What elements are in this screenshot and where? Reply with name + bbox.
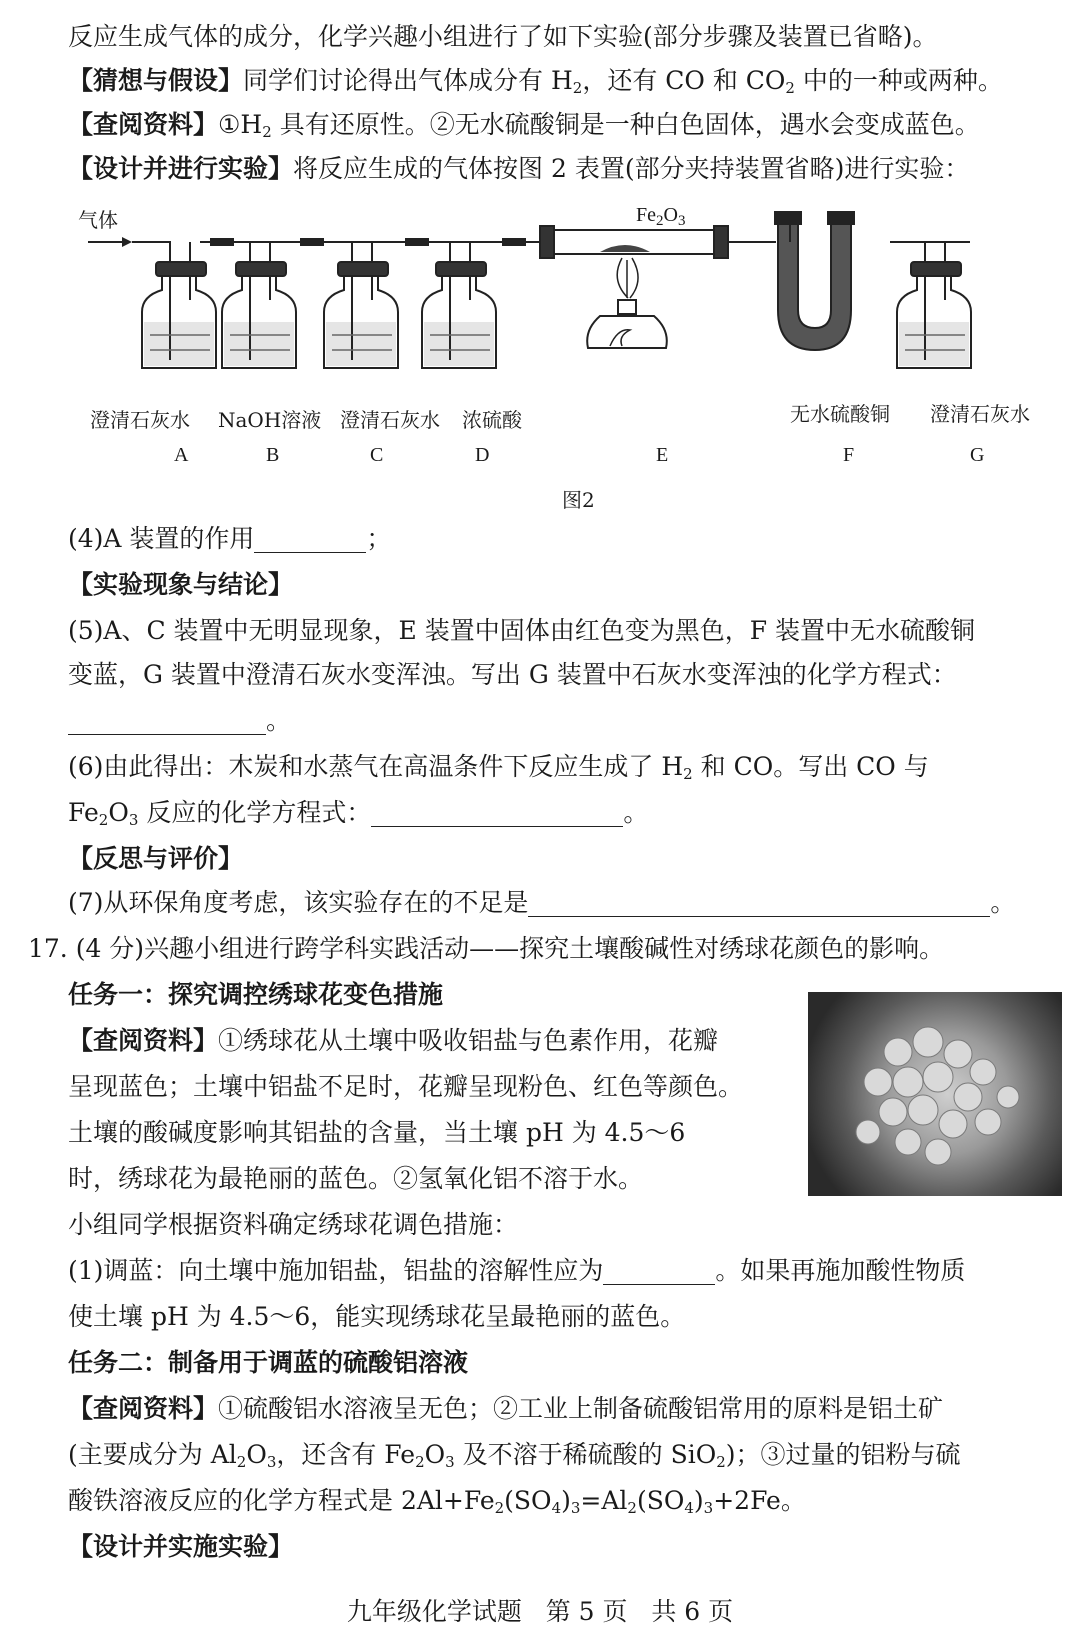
section-tag: 【查阅资料】 [68, 110, 219, 139]
text: 。 [266, 706, 292, 735]
subscript: 2 [98, 811, 109, 829]
task-1-ref-line3: 土壤的酸碱度影响其铝盐的含量，当土壤 pH 为 4.5～6 [68, 1118, 686, 1147]
bottle-a [142, 242, 216, 368]
bottle-g [897, 242, 971, 368]
question-17-1-line1 [68, 1252, 1040, 1290]
text: O [108, 798, 129, 827]
text: O [663, 204, 678, 226]
arrow-head-icon [122, 237, 132, 247]
question-6-line2 [68, 794, 1040, 832]
subscript: 3 [128, 811, 139, 829]
section-tag: 【设计并进行实验】 [68, 154, 294, 183]
section-phenomenon: 【实验现象与结论】 [68, 570, 294, 599]
text: 具有还原性。②无水硫酸铜是一种白色固体，遇水会变成蓝色。 [271, 110, 980, 139]
subscript: 2 [716, 1453, 726, 1471]
subscript: 3 [677, 213, 686, 229]
subscript: 2 [415, 1453, 425, 1471]
question-17: 17. (4 分)兴趣小组进行跨学科实践活动——探究土壤酸碱性对绣球花颜色的影响。 [28, 934, 945, 963]
hydrangea-photo [808, 992, 1062, 1196]
text: O [424, 1440, 446, 1469]
task-2-ref-line3 [68, 1482, 1040, 1520]
text: ，还含有 Fe [276, 1440, 416, 1469]
u-tube-f [775, 200, 854, 350]
connector [300, 238, 324, 246]
bottle-c [324, 242, 398, 368]
text: (SO [636, 1486, 685, 1515]
subscript: 2 [785, 79, 795, 97]
question-6-line1 [68, 748, 1040, 786]
footer-page-number: 第 5 页 [545, 1597, 628, 1626]
subscript: 3 [570, 1499, 581, 1517]
apparatus-letter-d: D [475, 444, 490, 466]
subscript: 3 [703, 1499, 714, 1517]
text: (6)由此得出：木炭和水蒸气在高温条件下反应生成了 H [68, 752, 684, 781]
text: ①硫酸铝水溶液呈无色；②工业上制备硫酸铝常用的原料是铝土矿 [218, 1394, 944, 1423]
reagent-label-b: NaOH溶液 [218, 408, 322, 432]
answer-blank[interactable] [68, 710, 266, 735]
question-5-line2: 变蓝，G 装置中澄清石灰水变浑浊。写出 G 装置中石灰水变浑浊的化学方程式： [68, 660, 957, 689]
connector [405, 238, 429, 246]
task-2-ref-line2 [68, 1436, 1040, 1474]
question-17-1-line2: 使土壤 pH 为 4.5～6，能实现绣球花呈最艳丽的蓝色。 [68, 1302, 686, 1331]
subscript: 4 [551, 1499, 562, 1517]
text: 。如果再施加酸性物质 [715, 1256, 966, 1285]
design-line [68, 150, 1040, 188]
text: ，还有 CO 和 CO [582, 66, 786, 95]
answer-blank[interactable] [254, 528, 366, 553]
task-1-measures: 小组同学根据资料确定绣球花调色措施： [68, 1210, 519, 1239]
text: ①绣球花从土壤中吸收铝盐与色素作用，花瓣 [218, 1026, 719, 1055]
apparatus-letter-b: B [266, 444, 280, 466]
text: ) [561, 1486, 571, 1515]
text: (主要成分为 Al [68, 1440, 237, 1469]
task-1-heading: 任务一：探究调控绣球花变色措施 [68, 980, 444, 1009]
text: 将反应生成的气体按图 2 表置(部分夹持装置省略)进行实验： [293, 154, 970, 183]
pipe [132, 242, 170, 255]
subscript: 3 [445, 1453, 455, 1471]
text: 反应生成气体的成分，化学兴趣小组进行了如下实验(部分步骤及装置已省略)。 [68, 22, 938, 51]
task-2-ref-line1 [68, 1390, 1040, 1428]
section-design-implement: 【设计并实施实验】 [68, 1532, 294, 1561]
text: Fe [636, 204, 656, 226]
flame-icon [617, 258, 638, 298]
bottle-b [222, 242, 296, 368]
footer-subject: 九年级化学试题 [346, 1597, 522, 1626]
answer-blank[interactable] [603, 1260, 715, 1285]
answer-blank[interactable] [371, 802, 623, 827]
text: 酸铁溶液反应的化学方程式是 2Al+Fe [68, 1486, 495, 1515]
hypothesis-line [68, 62, 1040, 100]
question-5-line1: (5)A、C 装置中无明显现象，E 装置中固体由红色变为黑色，F 装置中无水硫酸铜 [68, 616, 976, 645]
question-4 [68, 520, 1040, 558]
text: 和 CO。写出 CO 与 [692, 752, 929, 781]
subscript: 2 [262, 123, 272, 141]
text: (1)调蓝：向土壤中施加铝盐，铝盐的溶解性应为 [68, 1256, 604, 1285]
reagent-label-a: 澄清石灰水 [90, 408, 190, 432]
lamp-wick [618, 300, 636, 314]
apparatus-letter-a: A [174, 444, 189, 466]
apparatus-letter-c: C [370, 444, 384, 466]
task-1-ref-line2: 呈现蓝色；土壤中铝盐不足时，花瓣呈现粉色、红色等颜色。 [68, 1072, 744, 1101]
reference-line [68, 106, 1040, 144]
text: ) [693, 1486, 704, 1515]
fe2o3-label [636, 204, 685, 227]
reagent-label-f: 无水硫酸铜 [790, 402, 890, 426]
subscript: 2 [656, 213, 664, 229]
section-reflect: 【反思与评价】 [68, 844, 244, 873]
section-tag: 【查阅资料】 [68, 1394, 219, 1423]
subscript: 2 [572, 79, 583, 97]
section-tag: 【查阅资料】 [68, 1026, 219, 1055]
gas-label: 气体 [78, 208, 118, 232]
apparatus-letter-g: G [970, 444, 985, 466]
text: 。 [623, 798, 649, 827]
reagent-label-c: 澄清石灰水 [340, 408, 440, 432]
subscript: 2 [683, 765, 693, 783]
reagent-label-g: 澄清石灰水 [930, 402, 1030, 426]
apparatus-letter-f: F [843, 444, 855, 466]
text: 及不溶于稀硫酸的 SiO [454, 1440, 717, 1469]
text: =Al [580, 1486, 628, 1515]
text: (7)从环保角度考虑，该实验存在的不足是 [68, 888, 529, 917]
text: 同学们讨论得出气体成分有 H [243, 66, 573, 95]
answer-blank[interactable] [528, 892, 990, 917]
footer-page-total: 共 6 页 [651, 1597, 734, 1626]
text: +2Fe。 [713, 1486, 806, 1515]
apparatus-figure [70, 200, 1030, 485]
question-5-line3 [68, 702, 1040, 740]
page-footer [0, 1592, 1080, 1628]
text: 。 [990, 888, 1016, 917]
subscript: 2 [236, 1453, 247, 1471]
connector [502, 238, 526, 246]
text: (4)A 装置的作用 [68, 524, 255, 553]
reagent-label-d: 浓硫酸 [462, 408, 522, 432]
subscript: 3 [266, 1453, 277, 1471]
bottle-d [422, 242, 496, 368]
question-7 [68, 884, 1040, 922]
connector [210, 238, 234, 246]
task-1-ref-line4: 时，绣球花为最艳丽的蓝色。②氢氧化铝不溶于水。 [68, 1164, 644, 1193]
tube-e [540, 226, 728, 348]
subscript: 2 [494, 1499, 505, 1517]
subscript: 2 [627, 1499, 637, 1517]
text: 中的一种或两种。 [794, 66, 1003, 95]
text: )；③过量的铝粉与硫 [725, 1440, 961, 1469]
task-1-ref-line1 [68, 1022, 790, 1060]
apparatus-letter-e: E [656, 444, 669, 466]
section-tag: 【猜想与假设】 [68, 66, 244, 95]
text: Fe [68, 798, 99, 827]
task-2-heading: 任务二：制备用于调蓝的硫酸铝溶液 [68, 1348, 469, 1377]
hydrangea-image [808, 992, 1062, 1196]
text: (SO [504, 1486, 552, 1515]
text: O [246, 1440, 267, 1469]
text: ； [366, 524, 392, 553]
text: 反应的化学方程式： [138, 798, 372, 827]
figure-caption: 图2 [562, 488, 595, 512]
subscript: 4 [684, 1499, 694, 1517]
text: ①H [218, 110, 263, 139]
text-line [68, 18, 1040, 56]
